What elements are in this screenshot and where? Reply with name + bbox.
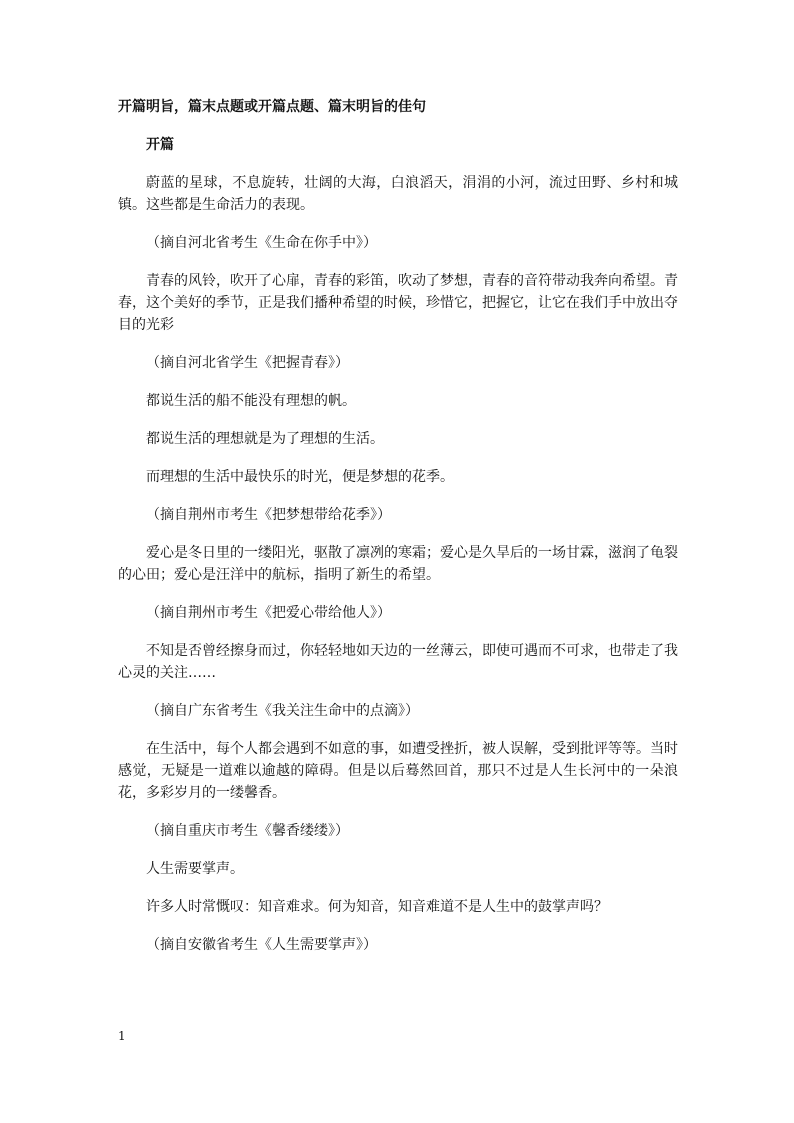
source-citation: （摘自河北省考生《生命在你手中》）	[146, 235, 377, 251]
source-citation: （摘自安徽省考生《人生需要掌声》）	[146, 937, 377, 953]
paragraph: 都说生活的理想就是为了理想的生活。	[146, 431, 384, 447]
paragraph: 在生活中，每个人都会遇到不如意的事，如遭受挫折，被人误解，受到批评等等。当时感觉，无疑是一道难以逾越的障碍。但是以后蓦然回首，那只不过是人生长河中的一朵浪花，多彩岁月的一缕馨香。	[118, 741, 678, 801]
page-number: 1	[118, 1029, 126, 1043]
section-heading: 开篇	[146, 137, 174, 153]
source-citation: （摘自广东省考生《我关注生命中的点滴》）	[146, 703, 419, 719]
source-citation: （摘自河北省学生《把握青春》）	[146, 355, 349, 371]
paragraph: 许多人时常慨叹：知音难求。何为知音，知音难道不是人生中的鼓掌声吗？	[146, 899, 608, 915]
paragraph: 人生需要掌声。	[146, 861, 244, 877]
source-citation: （摘自荆州市考生《把爱心带给他人》）	[146, 605, 391, 621]
page-content	[118, 96, 678, 972]
paragraph: 蔚蓝的星球，不息旋转，壮阔的大海，白浪滔天，涓涓的小河，流过田野、乡村和城镇。这些都是生命活力的表现。	[118, 175, 678, 213]
document-title: 开篇明旨，篇末点题或开篇点题、篇末明旨的佳句	[118, 99, 426, 115]
paragraph: 爱心是冬日里的一缕阳光，驱散了凛冽的寒霜；爱心是久旱后的一场甘霖，滋润了龟裂的心田；爱心是汪洋中的航标，指明了新生的希望。	[118, 545, 678, 583]
paragraph: 而理想的生活中最快乐的时光，便是梦想的花季。	[146, 469, 454, 485]
paragraph: 青春的风铃，吹开了心扉，青春的彩笛，吹动了梦想，青春的音符带动我奔向希望。青春，这个美好的季节，正是我们播种希望的时候，珍惜它，把握它，让它在我们手中放出夺目的光彩	[118, 273, 678, 333]
paragraph: 不知是否曾经擦身而过，你轻轻地如天边的一丝薄云，即使可遇而不可求，也带走了我心灵的关注……	[118, 643, 678, 681]
paragraph: 都说生活的船不能没有理想的帆。	[146, 393, 356, 409]
source-citation: （摘自荆州市考生《把梦想带给花季》）	[146, 507, 391, 523]
source-citation: （摘自重庆市考生《馨香缕缕》）	[146, 823, 349, 839]
